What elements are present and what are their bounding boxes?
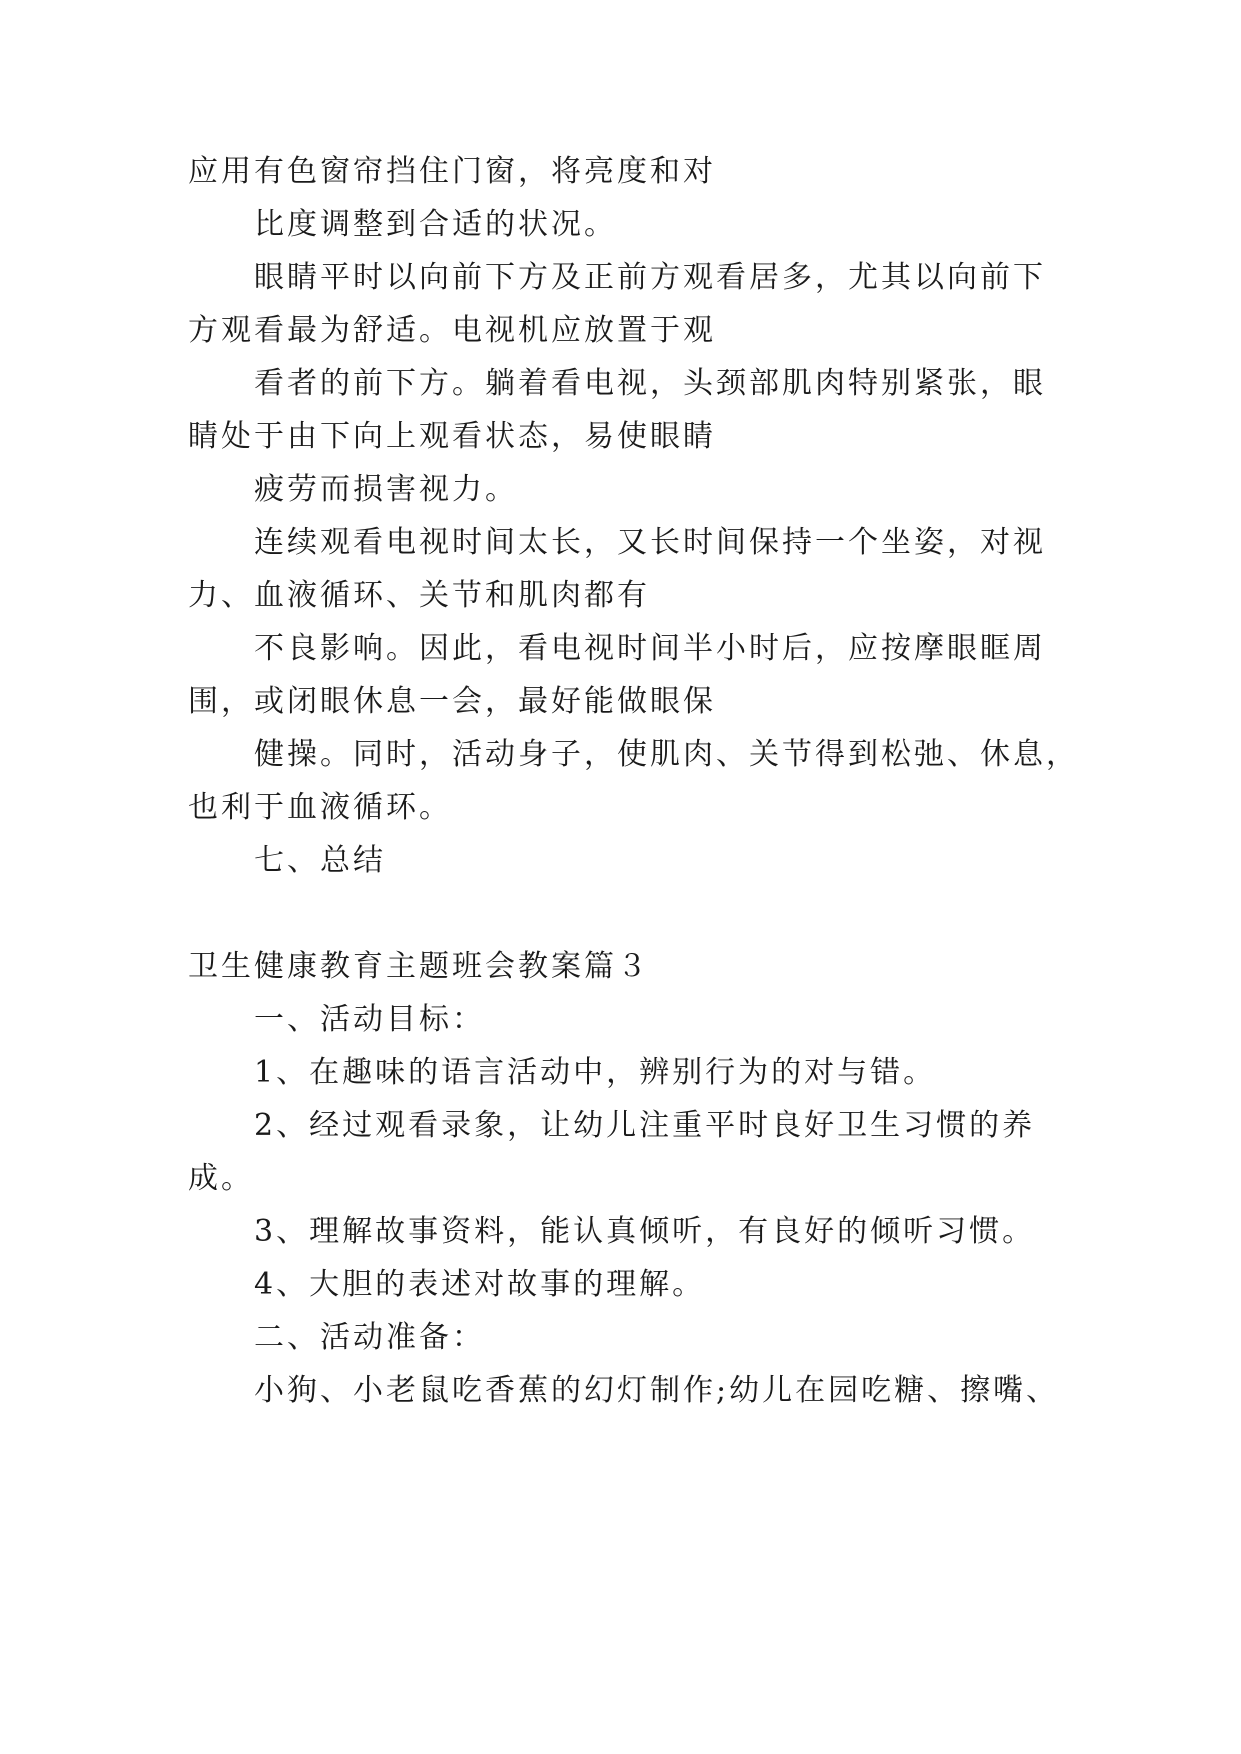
text-line: 不良影响。因此，看电视时间半小时后，应按摩眼眶周 bbox=[254, 631, 1046, 666]
text-line: 看者的前下方。躺着看电视，头颈部肌肉特别紧张，眼 bbox=[254, 366, 1046, 401]
text-line: 小狗、小老鼠吃香蕉的幻灯制作;幼儿在园吃糖、擦嘴、 bbox=[254, 1373, 1060, 1408]
text-line: 4、大胆的表述对故事的理解。 bbox=[254, 1267, 706, 1302]
text-line: 睛处于由下向上观看状态，易使眼睛 bbox=[188, 419, 716, 454]
text-line: 力、血液循环、关节和肌肉都有 bbox=[188, 578, 650, 613]
text-line: 方观看最为舒适。电视机应放置于观 bbox=[188, 313, 716, 348]
text-line: 成。 bbox=[188, 1161, 254, 1196]
text-line: 比度调整到合适的状况。 bbox=[254, 207, 617, 242]
text-line: 眼睛平时以向前下方及正前方观看居多，尤其以向前下 bbox=[254, 260, 1046, 295]
text-line: 1、在趣味的语言活动中，辨别行为的对与错。 bbox=[254, 1055, 937, 1090]
document-title: 卫生健康教育主题班会教案篇３ bbox=[188, 949, 650, 984]
text-line: 疲劳而损害视力。 bbox=[254, 472, 518, 507]
text-line: 2、经过观看录象，让幼儿注重平时良好卫生习惯的养 bbox=[254, 1108, 1036, 1143]
section-heading: 一、活动目标： bbox=[254, 1002, 485, 1037]
text-line: 3、理解故事资料，能认真倾听，有良好的倾听习惯。 bbox=[254, 1214, 1036, 1249]
section-heading: 七、总结 bbox=[254, 843, 386, 878]
section-heading: 二、活动准备： bbox=[254, 1320, 485, 1355]
text-line: 围，或闭眼休息一会，最好能做眼保 bbox=[188, 684, 716, 719]
text-line: 也利于血液循环。 bbox=[188, 790, 452, 825]
text-line: 健操。同时，活动身子，使肌肉、关节得到松弛、休息， bbox=[254, 737, 1079, 772]
text-line: 连续观看电视时间太长，又长时间保持一个坐姿，对视 bbox=[254, 525, 1046, 560]
text-line: 应用有色窗帘挡住门窗，将亮度和对 bbox=[188, 154, 716, 189]
